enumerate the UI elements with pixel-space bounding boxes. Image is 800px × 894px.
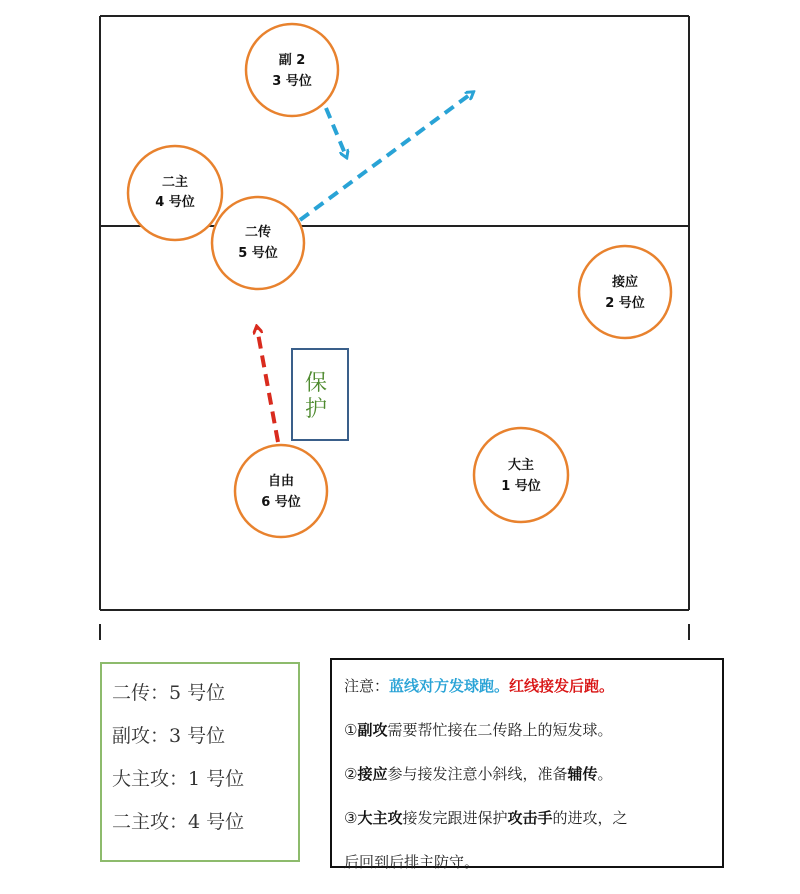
player-ziyou [235,445,327,537]
player-fu2 [246,24,338,116]
player-name: 接应 [611,275,639,290]
player-circle [474,428,568,522]
blue-line-note: 蓝线对方发球跑。 [389,677,510,695]
note-number: ② [344,765,358,783]
blue-arrow-fu2-down [326,108,346,156]
player-name: 副 2 [278,53,306,68]
note-item-3 [344,806,722,850]
player-erzhu [128,146,222,240]
player-circle [235,445,327,537]
legend-item-erchuan: 二传：5 号位 [112,682,226,704]
protect-char-1: 保 [304,371,328,396]
note-text-end: 。 [597,765,613,783]
player-name: 二主 [161,175,189,190]
player-dazhu [474,428,568,522]
player-name: 大主 [507,458,535,473]
note-item-1 [344,718,722,762]
red-line-note: 红线接发后跑。 [509,677,615,695]
note-item-2 [344,762,722,806]
protect-char-2: 护 [304,397,328,422]
player-circle [212,197,304,289]
note-role: 大主攻 [357,809,403,827]
player-position: 5 号位 [238,246,278,261]
note-number: ① [344,721,358,739]
note-keyword: 攻击手 [507,809,553,827]
player-jieying [579,246,671,338]
legend-item-fugong: 副攻：3 号位 [112,725,226,747]
player-position: 4 号位 [155,195,195,210]
player-position: 6 号位 [261,495,301,510]
player-circle [246,24,338,116]
note-role: 接应 [357,765,388,783]
note-text: 需要帮忙接在二传路上的短发球。 [387,721,613,739]
player-name: 自由 [267,474,295,489]
note-text: 参与接发注意小斜线，准备 [387,765,568,783]
note-text-end: 的进攻，之 [552,809,628,827]
note-header [344,674,722,718]
player-erchuan [212,197,304,289]
note-text: 接发完跟进保护 [402,809,508,827]
position-legend [100,662,300,862]
legend-item-erzhugong: 二主攻：4 号位 [112,811,245,833]
legend-item-dazhugong: 大主攻：1 号位 [112,768,245,790]
player-circle [579,246,671,338]
note-keyword: 辅传 [567,765,598,783]
notes-box [330,658,724,871]
note-role: 副攻 [357,721,388,739]
note-number: ③ [344,809,358,827]
note-item-3-continued: 后回到后排主防守。 [344,853,480,871]
red-arrow-ziyou-run [257,328,278,442]
player-position: 3 号位 [272,74,312,89]
note-prefix: 注意： [344,677,390,695]
player-position: 2 号位 [605,296,645,311]
player-circle [128,146,222,240]
player-position: 1 号位 [501,479,541,494]
player-name: 二传 [244,225,272,240]
